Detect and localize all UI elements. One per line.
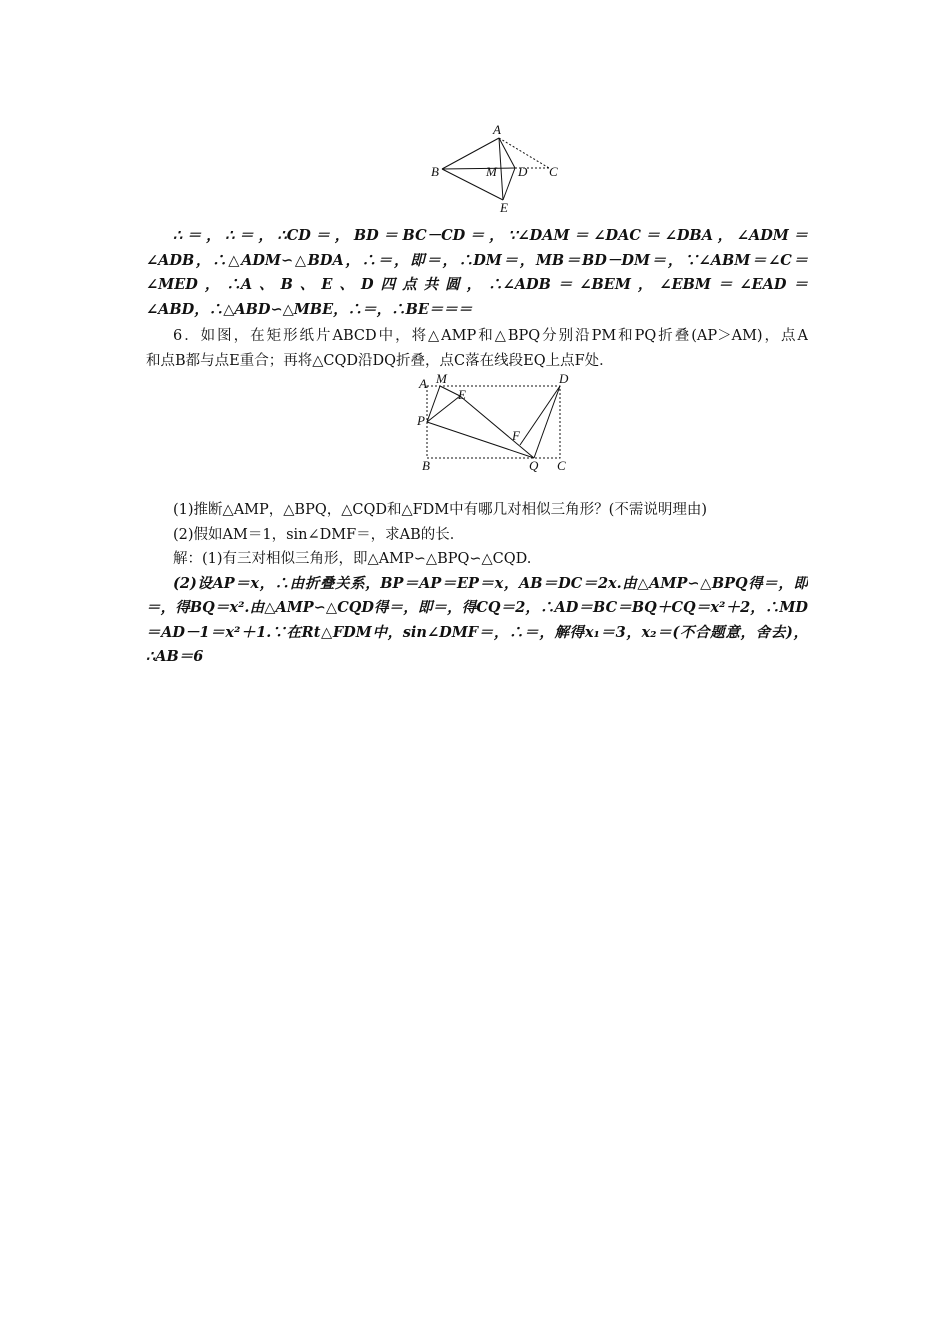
- question-1: (1)推断△AMP，△BPQ，△CQD和△FDM中有哪几对相似三角形？(不需说明理由): [173, 502, 707, 518]
- answer-6-part-2-line-1: (2)设AP＝x，∴由折叠关系，BP＝AP＝EP＝x，AB＝DC＝2x.由△AMP∽△BPQ得＝，即: [173, 574, 808, 592]
- figure-triangle-abc: [425, 120, 565, 220]
- solution-5-line-4: ∠ABD，∴△ABD∽△MBE，∴＝，∴BE＝＝＝: [146, 300, 473, 318]
- label-P: P: [417, 413, 425, 428]
- answer-6: [146, 547, 808, 670]
- answer-6-part-1-text: 解：(1)有三对相似三角形，即△AMP∽△BPQ∽△CQD.: [173, 551, 532, 567]
- answer-6-part-2-line-4: ∴AB＝6: [146, 648, 204, 665]
- problem-6-line-2: 和点B都与点E重合；再将△CQD沿DQ折叠，点C落在线段EQ上点F处．: [146, 352, 614, 369]
- label-F: F: [512, 428, 520, 443]
- label-A: A: [419, 376, 427, 391]
- figure-rectangle-abcd: [412, 372, 582, 476]
- answer-6-part-1: [146, 547, 808, 572]
- figure-rectangle-abcd-svg: [412, 372, 582, 476]
- label-A: A: [493, 122, 501, 137]
- solution-5-line-1: ∴＝，∴＝，∴CD＝，BD＝BC－CD＝，∵∠DAM＝∠DAC＝∠DBA，∠ADM＝: [173, 227, 808, 244]
- figure-triangle-abc-svg: [425, 120, 565, 220]
- label-B: B: [422, 458, 430, 473]
- problem-6-questions: [146, 498, 808, 547]
- problem-6: [146, 324, 808, 373]
- solution-5: [146, 224, 808, 322]
- answer-6-part-2-line-3: ＝AD－1＝x²＋1.∵在Rt△FDM中，sin∠DMF＝，∴＝，解得x₁＝3，x₂＝(不合题意，舍去)，: [146, 623, 808, 641]
- label-B: B: [431, 164, 439, 179]
- solution-5-line-3: ∠MED，∴A、B、E、D四点共圆，∴∠ADB＝∠BEM，∠EBM＝∠EAD＝: [146, 276, 808, 293]
- label-D: D: [559, 372, 569, 386]
- label-M: M: [486, 164, 497, 179]
- label-C: C: [549, 164, 558, 179]
- solution-5-line-2: ∠ADB，∴△ADM∽△BDA，∴＝，即＝，∴DM＝，MB＝BD－DM＝，∵∠ABM＝∠C＝: [146, 251, 808, 269]
- label-C: C: [557, 458, 566, 473]
- label-M: M: [436, 372, 447, 386]
- label-E: E: [458, 387, 466, 402]
- question-2: (2)假如AM＝1，sin∠DMF＝，求AB的长．: [173, 526, 465, 543]
- label-Q: Q: [529, 458, 539, 473]
- label-E: E: [500, 200, 508, 215]
- answer-6-part-2-line-2: ＝，得BQ＝x².由△AMP∽△CQD得＝，即＝，得CQ＝2，∴AD＝BC＝BQ＋CQ＝x²＋2，∴MD: [146, 599, 808, 616]
- label-D: D: [518, 164, 528, 179]
- problem-6-line-1: 6．如图，在矩形纸片ABCD中，将△AMP和△BPQ分别沿PM和PQ折叠(AP＞AM)，点A: [173, 328, 808, 344]
